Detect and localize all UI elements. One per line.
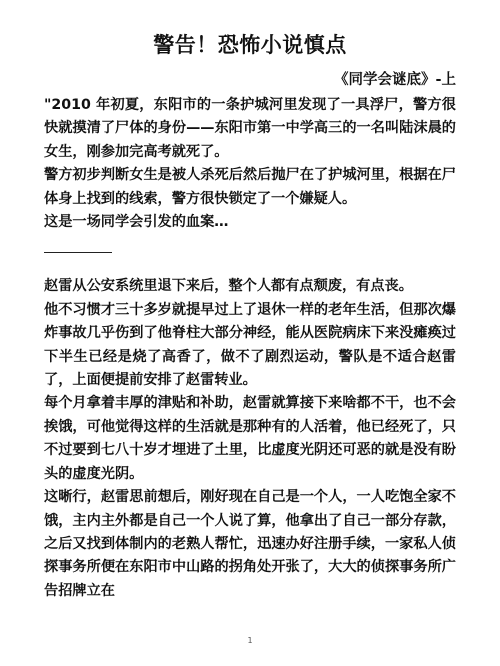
section-divider [44, 252, 112, 253]
intro-paragraph: "2010 年初夏，东阳市的一条护城河里发现了一具浮尸，警方很快就摸清了尸体的身份——东阳市第一中学高三的一名叫陆沫晨的女生，刚参加完高考就死了。 [44, 97, 456, 160]
story-subtitle: 《同学会谜底》-上 [333, 72, 456, 88]
page-title: 警告！恐怖小说慎点 [153, 33, 347, 57]
body-paragraph: 赵雷从公安系统里退下来后，整个人都有点颓废，有点丧。 [44, 278, 413, 295]
body-paragraph: 这晰行，赵雷思前想后，刚好现在自己是一个人，一人吃饱全家不饿，主内主外都是自己一个人说了算，他拿出了自己一部分存款，之后又找到体制内的老熟人帮忙，迅速办好注册手续，一家私人侦探事务所便在东阳市中山路的拐角处开张了，大大的侦探事务所广告招牌立在 [44, 489, 456, 599]
intro-section [44, 94, 456, 234]
intro-paragraph: 这是一场同学会引发的血案… [44, 214, 229, 231]
body-paragraph: 他不习惯才三十多岁就提早过上了退休一样的老年生活，但那次爆炸事故几乎伤到了他脊柱大部分神经，能从医院病床下来没瘫痪过下半生已经是烧了高香了，做不了剧烈运动，警队是不适合赵雷了，上面便提前安排了赵雷转业。 [44, 301, 456, 389]
body-section [44, 275, 456, 603]
body-paragraph: 每个月拿着丰厚的津贴和补助，赵雷就算接下来啥都不干，也不会挨饿，可他觉得这样的生活就是那种有的人活着，他已经死了，只不过要到七八十岁才埋进了土里，比虚度光阴还可恶的就是没有盼头的虚度光阴。 [44, 395, 456, 482]
intro-paragraph: 警方初步判断女生是被人杀死后然后抛尸在了护城河里，根据在尸体身上找到的线索，警方很快锁定了一个嫌疑人。 [44, 167, 456, 207]
page-number: 1 [247, 636, 253, 645]
